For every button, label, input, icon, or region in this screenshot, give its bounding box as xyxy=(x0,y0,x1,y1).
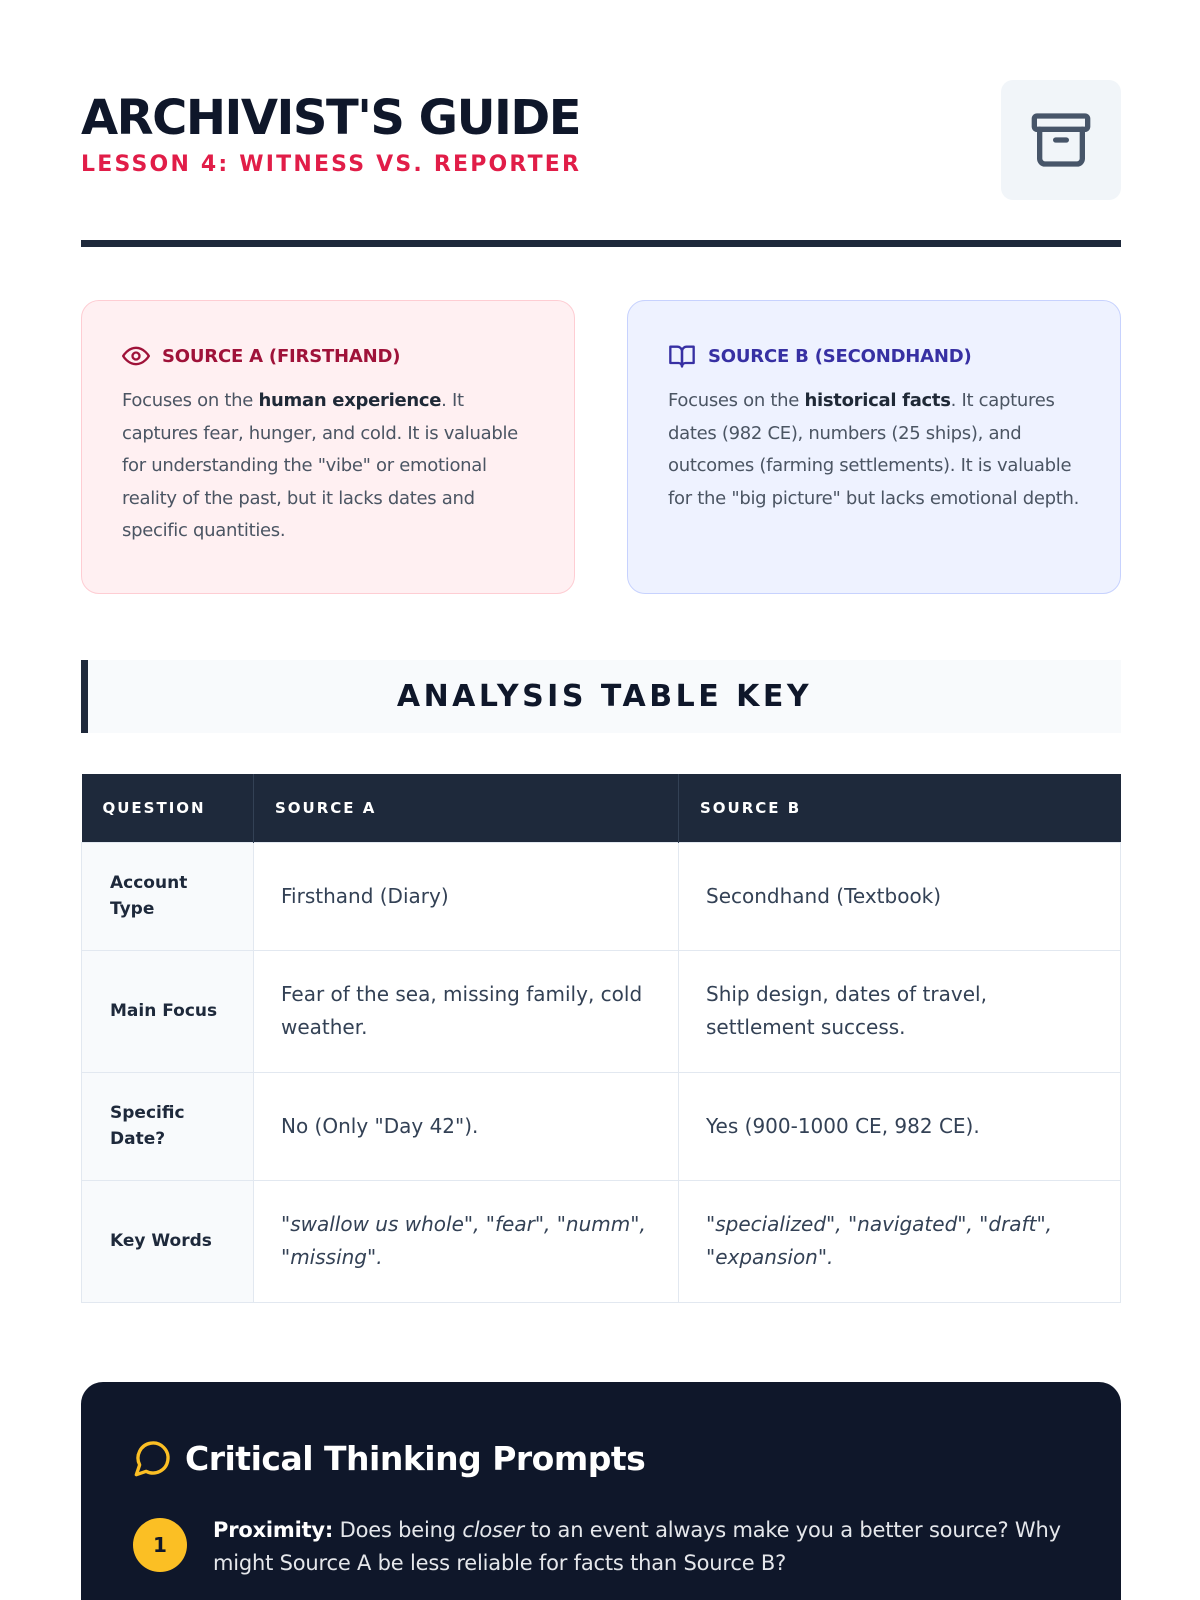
row-source-a: "swallow us whole", "fear", "numm", "missing". xyxy=(254,1180,679,1302)
row-question: Account Type xyxy=(82,842,254,950)
analysis-table xyxy=(81,774,1121,1303)
source-a-title: SOURCE A (FIRSTHAND) xyxy=(162,345,401,367)
row-question: Key Words xyxy=(82,1180,254,1302)
row-source-b: Ship design, dates of travel, settlement success. xyxy=(679,950,1121,1072)
lesson-subtitle: LESSON 4: WITNESS VS. REPORTER xyxy=(81,152,582,177)
chat-bubble-icon xyxy=(133,1438,173,1478)
source-b-title: SOURCE B (SECONDHAND) xyxy=(708,345,972,367)
row-question: Specific Date? xyxy=(82,1072,254,1180)
header-divider xyxy=(81,240,1121,247)
prompt-item xyxy=(133,1514,1121,1580)
row-source-b: Yes (900-1000 CE, 982 CE). xyxy=(679,1072,1121,1180)
source-b-header xyxy=(668,341,1080,371)
critical-thinking-panel xyxy=(81,1382,1121,1600)
eye-icon xyxy=(122,342,150,370)
row-question: Main Focus xyxy=(82,950,254,1072)
page-title: ARCHIVIST'S GUIDE xyxy=(81,90,581,146)
archive-box-icon xyxy=(1029,108,1093,172)
source-a-description: Focuses on the human experience. It captures fear, hunger, and cold. It is valuable for understanding the "vibe" or emotional reality of the past, but it lacks dates and specific quantities. xyxy=(122,390,518,541)
prompt-number-badge: 1 xyxy=(133,1518,187,1572)
column-header-source-a: SOURCE A xyxy=(254,774,679,842)
row-source-a: Firsthand (Diary) xyxy=(254,842,679,950)
source-b-description: Focuses on the historical facts. It captures dates (982 CE), numbers (25 ships), and outcomes (farming settlements). It is valuable for the "big picture" but lacks emotional depth. xyxy=(668,390,1080,509)
table-row xyxy=(82,1072,1121,1180)
source-a-card xyxy=(81,300,575,594)
table-row xyxy=(82,842,1121,950)
archive-icon-box xyxy=(1001,80,1121,200)
row-source-b: Secondhand (Textbook) xyxy=(679,842,1121,950)
prompt-text: Proximity: Does being closer to an event always make you a better source? Why might Source A be less reliable for facts than Source B? xyxy=(213,1518,1061,1575)
row-source-b: "specialized", "navigated", "draft", "expansion". xyxy=(679,1180,1121,1302)
row-source-a: No (Only "Day 42"). xyxy=(254,1072,679,1180)
table-row xyxy=(82,1180,1121,1302)
prompts-header xyxy=(133,1438,1121,1478)
prompts-title: Critical Thinking Prompts xyxy=(185,1438,646,1478)
book-open-icon xyxy=(668,342,696,370)
analysis-title: ANALYSIS TABLE KEY xyxy=(396,679,813,714)
table-header-row xyxy=(82,774,1121,842)
source-b-card xyxy=(627,300,1121,594)
table-row xyxy=(82,950,1121,1072)
page-header xyxy=(81,80,1121,200)
analysis-section-header xyxy=(81,660,1121,733)
column-header-question: QUESTION xyxy=(82,774,254,842)
row-source-a: Fear of the sea, missing family, cold weather. xyxy=(254,950,679,1072)
column-header-source-b: SOURCE B xyxy=(679,774,1121,842)
source-a-header xyxy=(122,341,534,371)
